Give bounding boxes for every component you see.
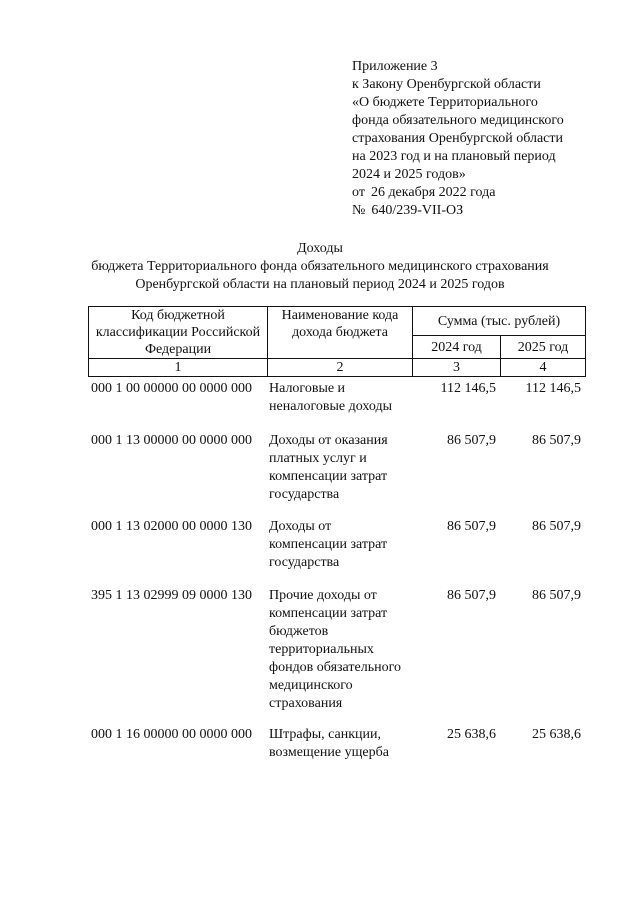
row-value-2025: 25 638,6 xyxy=(532,727,581,742)
appendix-line: фонда обязательного медицинского xyxy=(352,113,564,128)
row-value-2025: 112 146,5 xyxy=(525,381,581,396)
column-number: 4 xyxy=(501,359,586,377)
row-code: 000 1 16 00000 00 0000 000 xyxy=(91,727,252,742)
law-date-value: 26 декабря 2022 года xyxy=(370,185,496,200)
appendix-line: Приложение 3 xyxy=(352,59,438,74)
row-code: 000 1 00 00000 00 0000 000 xyxy=(91,381,252,396)
header-code-line: классификации Российской xyxy=(95,325,261,340)
row-name-line: компенсации затрат xyxy=(269,606,388,621)
row-name-line: государства xyxy=(269,555,340,570)
row-value-2025: 86 507,9 xyxy=(532,519,581,534)
column-number: 1 xyxy=(89,359,268,377)
row-name-line: платных услуг и xyxy=(269,451,367,466)
row-code: 000 1 13 00000 00 0000 000 xyxy=(91,433,252,448)
law-date xyxy=(352,184,622,202)
row-name-line: территориальных xyxy=(269,642,374,657)
row-name xyxy=(269,587,419,713)
appendix-block xyxy=(352,58,622,220)
column-number: 2 xyxy=(268,359,413,377)
row-code: 395 1 13 02999 09 0000 130 xyxy=(91,588,252,603)
appendix-line: на 2023 год и на плановый период xyxy=(352,149,556,164)
row-value-2025: 86 507,9 xyxy=(532,433,581,448)
row-name-line: государства xyxy=(269,487,340,502)
header-code xyxy=(89,307,268,359)
row-name-line: Доходы от оказания xyxy=(269,433,388,448)
appendix-line: страхования Оренбургской области xyxy=(352,131,563,146)
header-code-line: Федерации xyxy=(144,342,212,357)
header-year-2024: 2024 год xyxy=(413,336,501,359)
header-year-2025: 2025 год xyxy=(501,336,586,359)
row-name-line: бюджетов xyxy=(269,624,329,639)
heading-line-2: бюджета Территориального фонда обязательного медицинского страхования xyxy=(91,259,549,274)
table-header xyxy=(88,306,586,377)
row-name-line: фондов обязательного xyxy=(269,660,401,675)
row-name-line: Налоговые и xyxy=(269,381,346,396)
header-name xyxy=(268,307,413,359)
header-code-line: Код бюджетной xyxy=(131,308,225,323)
row-name-line: неналоговые доходы xyxy=(269,399,393,414)
heading-line-3: Оренбургской области на плановый период 2024 и 2025 годов xyxy=(135,277,505,292)
row-name-line: медицинского xyxy=(269,678,353,693)
row-name xyxy=(269,432,419,504)
row-name-line: компенсации затрат xyxy=(269,469,388,484)
row-value-2024: 86 507,9 xyxy=(447,588,496,603)
row-value-2024: 112 146,5 xyxy=(440,381,496,396)
row-name-line: Прочие доходы от xyxy=(269,588,377,603)
row-value-2024: 86 507,9 xyxy=(447,433,496,448)
header-name-line: дохода бюджета xyxy=(292,325,388,340)
document-heading xyxy=(0,240,640,294)
law-date-prefix: от xyxy=(352,185,365,200)
column-number: 3 xyxy=(413,359,501,377)
appendix-line: «О бюджете Территориального xyxy=(352,95,538,110)
row-value-2025: 86 507,9 xyxy=(532,588,581,603)
header-sum: Сумма (тыс. рублей) xyxy=(413,307,586,336)
row-name-line: компенсации затрат xyxy=(269,537,388,552)
law-number-value: 640/239-VII-ОЗ xyxy=(371,203,464,218)
row-value-2024: 25 638,6 xyxy=(447,727,496,742)
row-name xyxy=(269,380,419,416)
appendix-line: к Закону Оренбургской области xyxy=(352,77,541,92)
appendix-line: 2024 и 2025 годов» xyxy=(352,167,466,182)
law-number-prefix: № xyxy=(352,203,366,218)
row-name-line: Доходы от xyxy=(269,519,332,534)
law-number xyxy=(352,202,622,220)
row-name-line: возмещение ущерба xyxy=(269,745,389,760)
row-name xyxy=(269,518,419,572)
row-value-2024: 86 507,9 xyxy=(447,519,496,534)
header-name-line: Наименование кода xyxy=(281,308,399,323)
row-name-line: Штрафы, санкции, xyxy=(269,727,381,742)
row-code: 000 1 13 02000 00 0000 130 xyxy=(91,519,252,534)
row-name-line: страхования xyxy=(269,696,343,711)
row-name xyxy=(269,726,419,762)
heading-title: Доходы xyxy=(297,241,343,256)
